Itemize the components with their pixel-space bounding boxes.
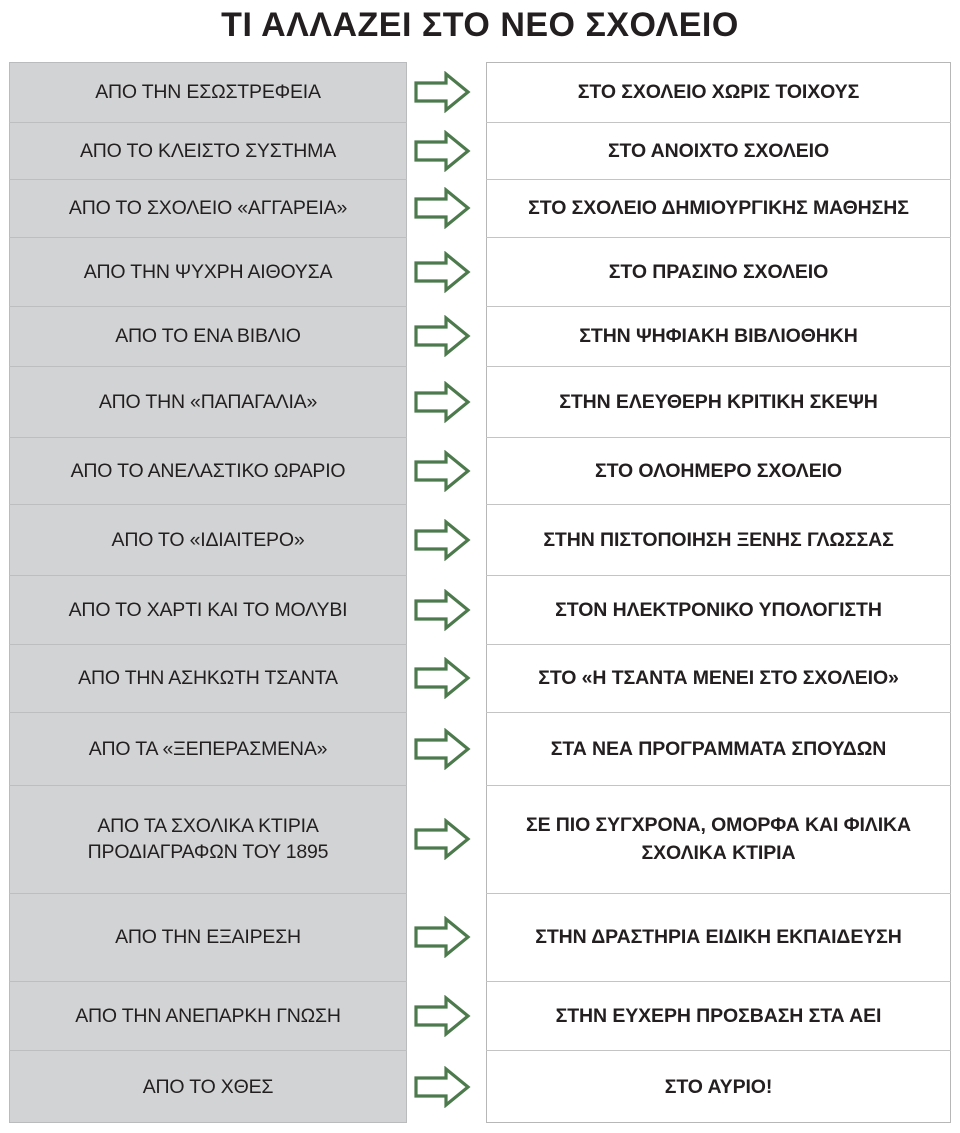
hollow-right-arrow-icon	[413, 450, 471, 492]
from-item: ΑΠΟ ΤΟ «ΙΔΙΑΙΤΕΡΟ»	[111, 528, 305, 551]
from-item: ΑΠΟ ΤΗΝ ΕΞΑΙΡΕΣΗ	[115, 926, 301, 948]
from-item: ΑΠΟ ΤΗΝ ΑΣΗΚΩΤΗ ΤΣΑΝΤΑ	[78, 667, 338, 689]
from-item: ΑΠΟ ΤΟ ΣΧΟΛΕΙΟ «ΑΓΓΑΡΕΙΑ»	[68, 197, 348, 219]
to-item: ΣΤΟ ΠΡΑΣΙΝΟ ΣΧΟΛΕΙΟ	[608, 260, 829, 283]
to-item: ΣΤΗΝ ΨΗΦΙΑΚΗ ΒΙΒΛΙΟΘΗΚΗ	[579, 325, 858, 347]
hollow-right-arrow-icon	[413, 1066, 471, 1108]
to-item: ΣΤΑ ΝΕΑ ΠΡΟΓΡΑΜΜΑΤΑ ΣΠΟΥΔΩΝ	[550, 737, 887, 760]
hollow-right-arrow-icon	[413, 381, 471, 423]
to-item: ΣΤΟ ΟΛΟΗΜΕΡΟ ΣΧΟΛΕΙΟ	[594, 459, 842, 482]
hollow-right-arrow-icon	[413, 995, 471, 1037]
hollow-right-arrow-icon	[413, 657, 471, 699]
from-item: ΑΠΟ ΤΑ «ΞΕΠΕΡΑΣΜΕΝΑ»	[88, 737, 328, 760]
from-item: ΑΠΟ ΤΑ ΣΧΟΛΙΚΑ ΚΤΙΡΙΑ ΠΡΟΔΙΑΓΡΑΦΩΝ ΤΟΥ 1895	[87, 815, 329, 863]
to-item: ΣΕ ΠΙΟ ΣΥΓΧΡΟΝΑ, ΟΜΟΡΦΑ ΚΑΙ ΦΙΛΙΚΑ ΣΧΟΛΙΚΑ ΚΤΙΡΙΑ	[525, 814, 911, 864]
to-item: ΣΤΟ ΑΝΟΙΧΤΟ ΣΧΟΛΕΙΟ	[607, 139, 830, 162]
hollow-right-arrow-icon	[413, 519, 471, 561]
to-item: ΣΤΗΝ ΔΡΑΣΤΗΡΙΑ ΕΙΔΙΚΗ ΕΚΠΑΙΔΕΥΣΗ	[535, 926, 902, 948]
hollow-right-arrow-icon	[413, 130, 471, 172]
hollow-right-arrow-icon	[413, 589, 471, 631]
from-item: ΑΠΟ ΤΗΝ ΨΥΧΡΗ ΑΙΘΟΥΣΑ	[83, 260, 333, 283]
from-item: ΑΠΟ ΤΟ ΧΘΕΣ	[142, 1075, 274, 1098]
hollow-right-arrow-icon	[413, 728, 471, 770]
hollow-right-arrow-icon	[413, 187, 471, 229]
hollow-right-arrow-icon	[413, 71, 471, 113]
to-item: ΣΤΗΝ ΕΛΕΥΘΕΡΗ ΚΡΙΤΙΚΗ ΣΚΕΨΗ	[559, 390, 878, 413]
hollow-right-arrow-icon	[413, 818, 471, 860]
from-item: ΑΠΟ ΤΗΝ ΕΣΩΣΤΡΕΦΕΙΑ	[95, 81, 321, 103]
hollow-right-arrow-icon	[413, 315, 471, 357]
from-item: ΑΠΟ ΤΗΝ ΑΝΕΠΑΡΚΗ ΓΝΩΣΗ	[75, 1004, 341, 1027]
to-item: ΣΤΟΝ ΗΛΕΚΤΡΟΝΙΚΟ ΥΠΟΛΟΓΙΣΤΗ	[555, 598, 882, 621]
from-item: ΑΠΟ ΤΗΝ «ΠΑΠΑΓΑΛΙΑ»	[98, 390, 318, 413]
to-item: ΣΤΟ ΣΧΟΛΕΙΟ ΧΩΡΙΣ ΤΟΙΧΟΥΣ	[577, 81, 860, 103]
hollow-right-arrow-icon	[413, 251, 471, 293]
to-item: ΣΤΟ ΣΧΟΛΕΙΟ ΔΗΜΙΟΥΡΓΙΚΗΣ ΜΑΘΗΣΗΣ	[528, 197, 909, 219]
hollow-right-arrow-icon	[413, 916, 471, 958]
from-item: ΑΠΟ ΤΟ ΕΝΑ ΒΙΒΛΙΟ	[115, 325, 301, 347]
from-item: ΑΠΟ ΤΟ ΚΛΕΙΣΤΟ ΣΥΣΤΗΜΑ	[79, 139, 337, 162]
page-title: ΤΙ ΑΛΛΑΖΕΙ ΣΤΟ ΝΕΟ ΣΧΟΛΕΙΟ	[221, 6, 739, 44]
from-item: ΑΠΟ ΤΟ ΑΝΕΛΑΣΤΙΚΟ ΩΡΑΡΙΟ	[70, 459, 346, 482]
to-item: ΣΤΟ ΑΥΡΙΟ!	[664, 1075, 773, 1098]
to-item: ΣΤΟ «Η ΤΣΑΝΤΑ ΜΕΝΕΙ ΣΤΟ ΣΧΟΛΕΙΟ»	[538, 667, 899, 689]
from-item: ΑΠΟ ΤΟ ΧΑΡΤΙ ΚΑΙ ΤΟ ΜΟΛΥΒΙ	[68, 598, 348, 621]
to-item: ΣΤΗΝ ΠΙΣΤΟΠΟΙΗΣΗ ΞΕΝΗΣ ΓΛΩΣΣΑΣ	[543, 528, 894, 551]
to-item: ΣΤΗΝ ΕΥΧΕΡΗ ΠΡΟΣΒΑΣΗ ΣΤΑ ΑΕΙ	[555, 1004, 882, 1027]
